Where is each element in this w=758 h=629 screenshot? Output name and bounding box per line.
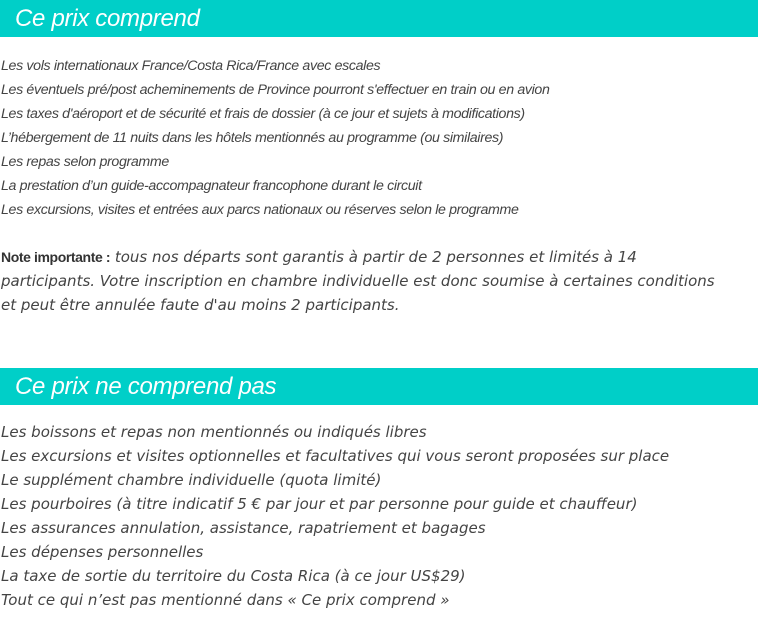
- included-header: [0, 0, 758, 37]
- note-label: Note importante :: [1, 249, 111, 265]
- list-item: Les éventuels pré/post acheminements de Province pourront s'effectuer en train ou en avion: [1, 82, 550, 98]
- list-item: Les excursions et visites optionnelles et facultatives qui vous seront proposées sur place: [1, 447, 670, 465]
- list-item: Tout ce qui n’est pas mentionné dans « Ce prix comprend »: [1, 591, 450, 609]
- excluded-list: [1, 420, 669, 612]
- important-note: [1, 245, 721, 317]
- list-item: L’hébergement de 11 nuits dans les hôtels mentionnés au programme (ou similaires): [1, 130, 504, 146]
- list-item: Les taxes d'aéroport et de sécurité et frais de dossier (à ce jour et sujets à modifications): [1, 106, 525, 122]
- list-item: Les vols internationaux France/Costa Rica/France avec escales: [1, 58, 381, 74]
- note-text: tous nos départs sont garantis à partir de 2 personnes et limités à 14 participants. Votre inscription en chambre individuelle est donc soumise à certaines conditions et peut être annulée faute d'au moins 2 participants.: [1, 248, 715, 314]
- list-item: Les excursions, visites et entrées aux parcs nationaux ou réserves selon le programme: [1, 202, 519, 218]
- list-item: Les repas selon programme: [1, 154, 169, 170]
- excluded-title: Ce prix ne comprend pas: [15, 373, 277, 400]
- list-item: Les assurances annulation, assistance, rapatriement et bagages: [1, 519, 486, 537]
- list-item: Les dépenses personnelles: [1, 543, 204, 561]
- list-item: La prestation d’un guide-accompagnateur francophone durant le circuit: [1, 178, 422, 194]
- list-item: Les boissons et repas non mentionnés ou indiqués libres: [1, 423, 427, 441]
- list-item: Les pourboires (à titre indicatif 5 € par jour et par personne pour guide et chauffeur): [1, 495, 638, 513]
- list-item: La taxe de sortie du territoire du Costa Rica (à ce jour US$29): [1, 567, 466, 585]
- included-list: [1, 54, 550, 222]
- excluded-header: [0, 368, 758, 405]
- included-title: Ce prix comprend: [15, 5, 200, 32]
- list-item: Le supplément chambre individuelle (quota limité): [1, 471, 382, 489]
